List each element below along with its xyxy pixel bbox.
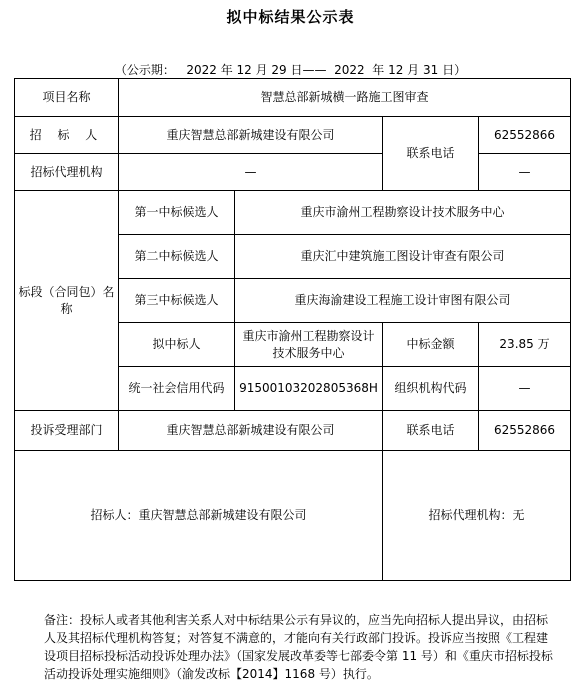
credit-code-label: 统一社会信用代码 [119, 367, 235, 411]
credit-code-value: 91500103202805368H [235, 367, 383, 411]
first-candidate-value: 重庆市渝州工程勘察设计技术服务中心 [235, 191, 571, 235]
row-project-name [15, 79, 571, 117]
sign-tenderer: 招标人：重庆智慧总部新城建设有限公司 [15, 451, 383, 581]
contact-phone-label: 联系电话 [383, 117, 479, 191]
project-name-label: 项目名称 [15, 79, 119, 117]
sign-agency: 招标代理机构：无 [383, 451, 571, 581]
section-label: 标段（合同包）名称 [15, 191, 119, 411]
amount-value: 23.85 万 [479, 323, 571, 367]
org-code-label: 组织机构代码 [383, 367, 479, 411]
second-candidate-value: 重庆汇中建筑施工图设计审查有限公司 [235, 235, 571, 279]
tenderer-phone: 62552866 [479, 117, 571, 154]
agency-phone: — [479, 154, 571, 191]
row-tenderer [15, 117, 571, 154]
amount-label: 中标金额 [383, 323, 479, 367]
agency-value: — [119, 154, 383, 191]
winner-label: 拟中标人 [119, 323, 235, 367]
winner-value: 重庆市渝州工程勘察设计技术服务中心 [235, 323, 383, 367]
first-candidate-label: 第一中标候选人 [119, 191, 235, 235]
remarks-note: 备注：投标人或者其他利害关系人对中标结果公示有异议的，应当先向招标人提出异议，由招标人及其招标代理机构答复；对答复不满意的，才能向有关行政部门投诉。投诉应当按照《工程建设项目招标投标活动投诉处理办法》（国家发展改革委等七部委令第 11 号）和《重庆市招标投标活动投诉处理实施细则》（渝发改标【2014】1168 号）执行。 [44, 613, 553, 681]
complaint-label: 投诉受理部门 [15, 411, 119, 451]
third-candidate-label: 第三中标候选人 [119, 279, 235, 323]
complaint-dept-value: 重庆智慧总部新城建设有限公司 [119, 411, 383, 451]
result-table [14, 78, 571, 581]
complaint-phone-value: 62552866 [479, 411, 571, 451]
second-candidate-label: 第二中标候选人 [119, 235, 235, 279]
document-title: 拟中标结果公示表 [226, 8, 355, 26]
third-candidate-value: 重庆海渝建设工程施工设计审图有限公司 [235, 279, 571, 323]
complaint-phone-label: 联系电话 [383, 411, 479, 451]
tenderer-value: 重庆智慧总部新城建设有限公司 [119, 117, 383, 154]
agency-label: 招标代理机构 [15, 154, 119, 191]
row-complaint [15, 411, 571, 451]
row-first-candidate [15, 191, 571, 235]
project-name-value: 智慧总部新城横一路施工图审查 [119, 79, 571, 117]
row-agency [15, 154, 571, 191]
row-signatures [15, 451, 571, 581]
publicity-period: （公示期： 2022 年 12 月 29 日—— 2022 年 12 月 31 日） [114, 63, 467, 77]
org-code-value: — [479, 367, 571, 411]
tenderer-label: 招 标 人 [15, 117, 119, 154]
